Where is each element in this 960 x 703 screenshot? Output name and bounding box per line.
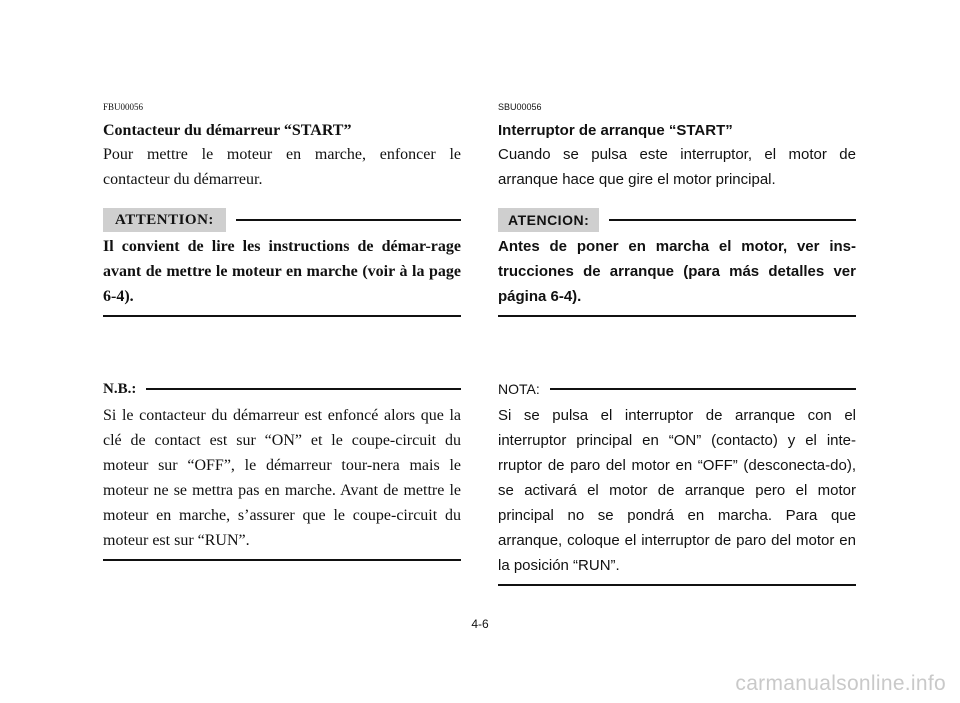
section-title: Interruptor de arranque “START” — [498, 122, 733, 139]
attention-label: ATTENTION: — [103, 208, 226, 232]
section-title: Contacteur du démarreur “START” — [103, 122, 352, 139]
note-text: Si se pulsa el interruptor de arranque con el interruptor principal en “ON” (contacto) y el inte-rruptor de paro del motor en “OFF” (desconecta-do), se activará el motor de arranque pero el motor principal no se pondrá en marcha. Para que arranque, coloque el interruptor de paro del motor en la posición “RUN”. — [498, 407, 856, 574]
attention-label: ATENCION: — [498, 208, 599, 232]
section-code: FBU00056 — [103, 102, 144, 112]
attention-text: Il convient de lire les instructions de démar-rage avant de mettre le moteur en marche (voir à la page 6-4). — [103, 238, 461, 305]
attention-rule — [236, 219, 461, 221]
note-header — [103, 375, 461, 403]
intro-paragraph: Cuando se pulsa este interruptor, el motor de arranque hace que gire el motor principal. — [498, 146, 856, 188]
note-end-rule — [498, 584, 856, 586]
note-label: NOTA: — [498, 381, 540, 397]
attention-text: Antes de poner en marcha el motor, ver ins-trucciones de arranque (para más detalles ver página 6-4). — [498, 238, 856, 305]
section-code: SBU00056 — [498, 102, 542, 112]
french-column — [103, 100, 461, 561]
attention-header — [103, 206, 461, 234]
attention-header — [498, 206, 856, 234]
note-label: N.B.: — [103, 380, 137, 397]
note-header — [498, 375, 856, 403]
attention-rule — [609, 219, 856, 221]
watermark: carmanualsonline.info — [735, 672, 946, 695]
spanish-column — [498, 100, 856, 586]
page-number: 4-6 — [471, 617, 489, 631]
note-end-rule — [103, 559, 461, 561]
note-rule — [146, 388, 461, 390]
intro-paragraph: Pour mettre le moteur en marche, enfoncer le contacteur du démarreur. — [103, 146, 461, 188]
note-text: Si le contacteur du démarreur est enfoncé alors que la clé de contact est sur “ON” et le coupe-circuit du moteur sur “OFF”, le démarreur tour-nera mais le moteur ne se mettra pas en marche. Avant de mettre le moteur en marche, s’assurer que le coupe-circuit du moteur est sur “RUN”. — [103, 407, 461, 549]
note-rule — [550, 388, 856, 390]
